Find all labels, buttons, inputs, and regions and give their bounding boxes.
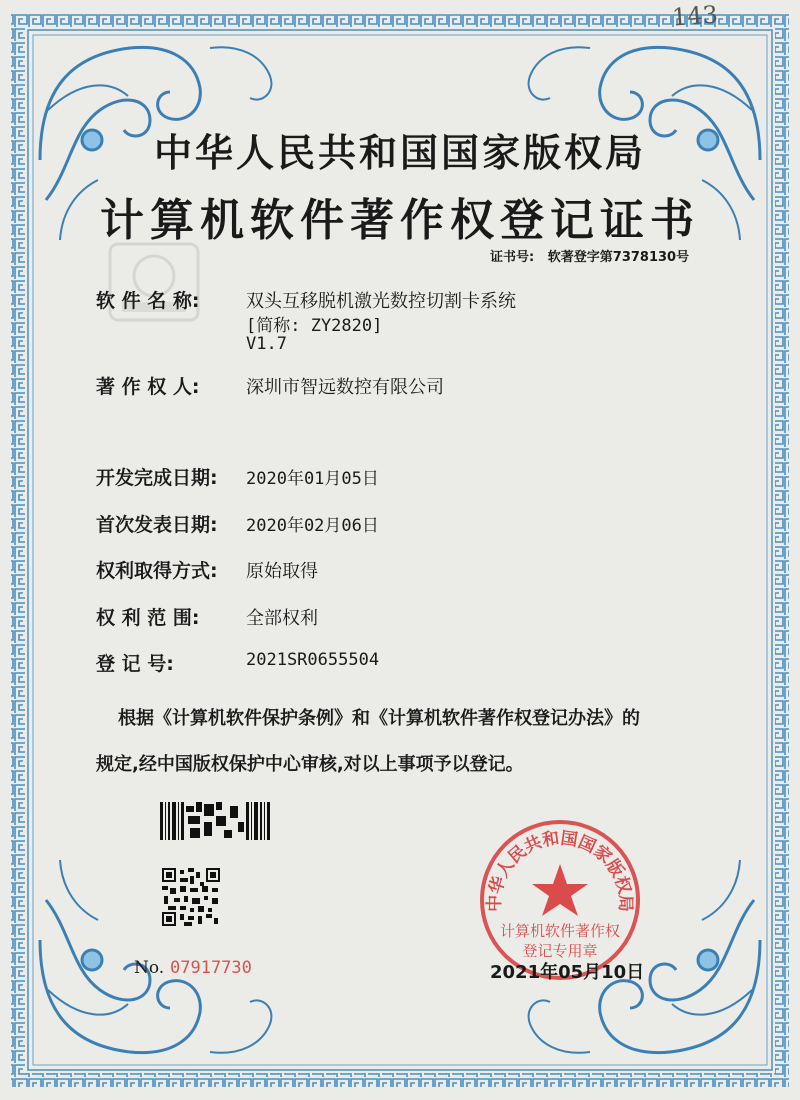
seal-inner-line-2: 登记专用章 [522, 942, 598, 960]
acquisition-value: 原始取得 [246, 561, 318, 582]
software-name-value: 双头互移脱机激光数控切割卡系统 [246, 291, 516, 312]
certificate-number [490, 246, 689, 265]
scope-label: 权 利 范 围: [96, 607, 200, 629]
software-name-label: 软 件 名 称: [96, 290, 200, 312]
dev-date-value: 2020年01月05日 [246, 469, 379, 489]
scope-value: 全部权利 [246, 608, 318, 629]
barcode [160, 802, 272, 840]
copyright-owner-value: 深圳市智远数控有限公司 [246, 377, 444, 398]
publish-date-label: 首次发表日期: [96, 514, 218, 536]
serial-no-label: No. [134, 958, 165, 978]
statement-line-1: 根据《计算机软件保护条例》和《计算机软件著作权登记办法》的 [118, 708, 640, 729]
acquisition-label: 权利取得方式: [96, 560, 218, 582]
handwritten-note: 143 [671, 0, 719, 32]
publish-date-value: 2020年02月06日 [246, 516, 379, 536]
cert-no-label: 证书号: [490, 250, 535, 265]
official-seal [470, 812, 650, 982]
software-version: V1.7 [246, 334, 287, 354]
statement-line-2: 规定,经中国版权保护中心审核,对以上事项予以登记。 [96, 754, 524, 775]
seal-inner-line-1: 计算机软件著作权 [499, 922, 621, 940]
copyright-owner-label: 著 作 权 人: [96, 376, 200, 398]
seal-outer-text: 中华人民共和国国家版权局 [484, 828, 636, 912]
issue-date: 2021年05月10日 [490, 962, 645, 983]
registration-no-value: 2021SR0655504 [246, 650, 380, 670]
software-short-name: [简称: ZY2820] [246, 316, 383, 336]
dev-date-label: 开发完成日期: [96, 467, 218, 489]
serial-no-value: 07917730 [170, 958, 252, 978]
issuer-title: 中华人民共和国国家版权局 [153, 130, 646, 175]
certificate-title: 计算机软件著作权登记证书 [100, 195, 700, 246]
registration-no-label: 登 记 号: [96, 653, 174, 675]
qr-code [162, 868, 220, 926]
cert-no-value: 软著登字第7378130号 [547, 250, 690, 265]
